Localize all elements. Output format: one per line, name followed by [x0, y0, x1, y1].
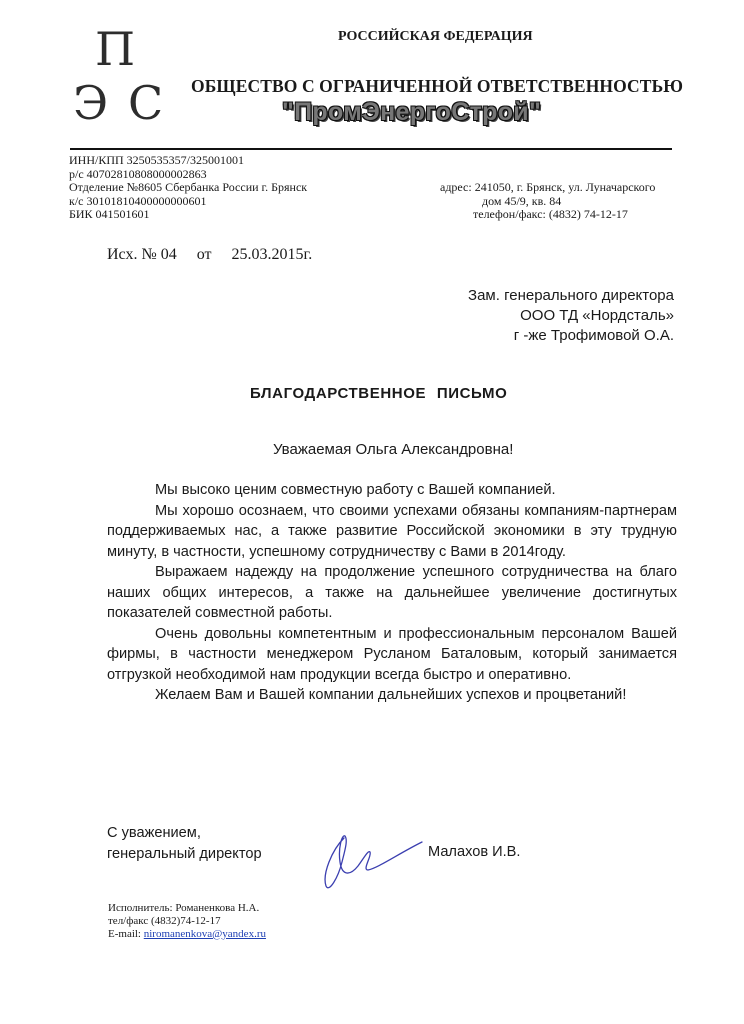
executor-block	[108, 902, 266, 940]
body-paragraph: Мы хорошо осознаем, что своими успехами обязаны компаниям-партнерам поддерживаемых нас, а также развитие Российской экономики в эту трудную минуту, в частности, успешному сотрудничеству с Вами в 2014году.	[107, 502, 677, 560]
logo-letter-s: С	[128, 76, 164, 130]
addressee-block	[468, 286, 674, 346]
addressee-company: ООО ТД «Нордсталь»	[520, 307, 674, 324]
executor-name: Исполнитель: Романенкова Н.А.	[108, 902, 260, 914]
requisite-account: р/с 40702810808000002863	[69, 166, 207, 181]
addressee-name: г -же Трофимовой О.А.	[513, 327, 674, 344]
address-phone: телефон/факс: (4832) 74-12-17	[473, 207, 628, 221]
closing-position: генеральный директор	[107, 845, 262, 862]
outgoing-from: от	[196, 246, 212, 263]
signature-scribble	[318, 826, 428, 896]
requisite-corr-account: к/с 30101810400000000601	[69, 193, 207, 208]
outgoing-date: 25.03.2015г.	[231, 246, 313, 263]
company-address	[440, 181, 655, 222]
header-divider	[70, 148, 672, 150]
logo-letter-p: П	[95, 22, 136, 76]
requisite-inn: ИНН/КПП 3250535357/325001001	[69, 153, 245, 167]
greeting: Уважаемая Ольга Александровна!	[273, 441, 514, 458]
outgoing-reference	[107, 246, 328, 264]
body-paragraph: Выражаем надежду на продолжение успешного сотрудничества на благо наших общих интересов, а также на дальнейшее увеличение достигнутых показателей совместной работы.	[107, 564, 677, 621]
logo-letter-e: Э	[73, 76, 109, 130]
address-house: дом 45/9, кв. 84	[482, 193, 562, 208]
address-line: адрес: 241050, г. Брянск, ул. Луначарского	[440, 180, 656, 194]
requisite-bank: Отделение №8605 Сбербанка России г. Брянск	[69, 180, 308, 194]
executor-email-label: E-mail:	[108, 927, 144, 940]
body-paragraph: Желаем Вам и Вашей компании дальнейших успехов и процветаний!	[155, 687, 627, 703]
letter-body	[107, 480, 677, 706]
outgoing-number: Исх. № 04	[107, 246, 177, 263]
requisite-bik: БИК 041501601	[69, 207, 150, 221]
executor-email-row	[108, 928, 266, 941]
letter-title: БЛАГОДАРСТВЕННОЕ ПИСЬМО	[250, 385, 508, 402]
body-paragraph: Мы высоко ценим совместную работу с Вашей компанией.	[155, 482, 556, 498]
addressee-position: Зам. генерального директора	[468, 287, 674, 304]
body-paragraph: Очень довольны компетентным и профессиональным персоналом Вашей фирмы, в частности менеджером Русланом Баталовым, который занимается отгрузкой необходимой нам продукции всегда быстро и оперативно.	[107, 625, 677, 683]
executor-phone: тел/факс (4832)74-12-17	[108, 914, 221, 927]
company-legal-form: ОБЩЕСТВО С ОГРАНИЧЕННОЙ ОТВЕТСТВЕННОСТЬЮ	[191, 76, 684, 96]
bank-requisites	[69, 154, 307, 222]
closing-regards: С уважением,	[107, 825, 201, 841]
company-name: "ПромЭнергоСтрой"	[282, 98, 542, 126]
executor-email-link[interactable]: niromanenkova@yandex.ru	[143, 927, 266, 940]
country-heading: РОССИЙСКАЯ ФЕДЕРАЦИЯ	[338, 29, 533, 44]
signer-name: Малахов И.В.	[428, 844, 521, 860]
closing-block	[107, 823, 262, 864]
